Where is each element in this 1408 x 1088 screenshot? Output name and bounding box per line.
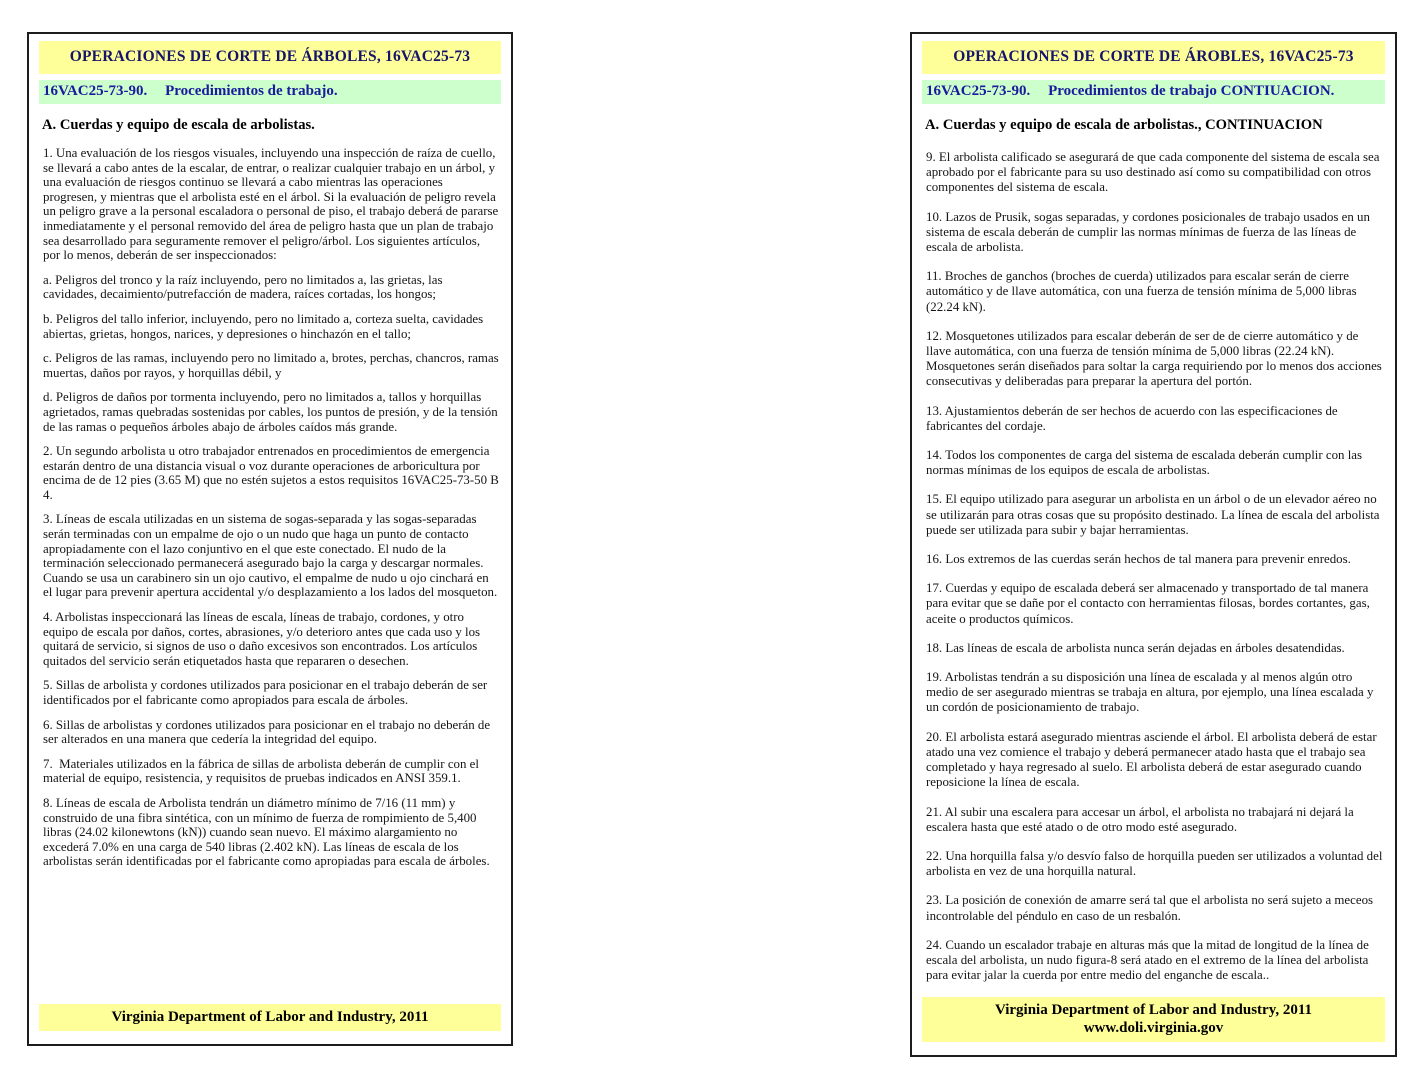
footer-url: www.doli.virginia.gov [1083,1020,1224,1036]
paragraph: 1. Una evaluación de los riesgos visuales, incluyendo una inspección de raíza de cuello, se llevará a cabo antes de la escalar, de entrar, o realizar cualquier trabajo en un árbol, y una evaluación de riesgos continuo se llevará a cabo mientras las operaciones progresen, y mientras que el arbolista esté en el árbol. Si la evaluación de peligro revela un peligro grave a la personal escaladora o personal de piso, el trabajo deberá de pararse inmediatamente y el personal removido del área de peligro hasta que un plan de trabajo sea desarrollado para seguramente remover el peligro/árbol. Los siguientes artículos, por lo menos, deberán de ser inspeccionados: [43,146,499,263]
paragraph: a. Peligros del tronco y la raíz incluyendo, pero no limitados a, las grietas, las cavidades, decaimiento/putrefacción de madera, raíces cortadas, los hongos; [43,272,443,302]
paragraph: 13. Ajustamientos deberán de ser hechos de acuerdo con las especificaciones de fabricantes del cordaje. [926,403,1338,433]
paragraph: c. Peligros de las ramas, incluyendo pero no limitado a, brotes, perchas, chancros, ramas muertas, daños por rayos, y horquillas débil, y [43,351,499,380]
page-footer [39,1004,501,1031]
paragraph: 19. Arbolistas tendrán a su disposición una línea de escalada y al menos algún otro medio de ser asegurado mientras se trabaja en altura, por ejemplo, una línea escalada y un cordón de posicionamiento de trabajo. [926,670,1374,715]
paragraph: 24. Cuando un escalador trabaje en alturas más que la mitad de longitud de la línea de escala del arbolista, un nudo figura-8 será atado en el extremo de la línea del arbolista para evitar jalar la cuerda por entre medio del enganche de escala.. [926,937,1369,983]
paragraph: 16. Los extremos de las cuerdas serán hechos de tal manera para prevenir enredos. [926,552,1351,567]
paragraph: 7. Materiales utilizados en la fábrica de sillas de arbolista deberán de cumplir con el material de equipo, resistencia, y requisitos de pruebas indicados en ANSI 359.1. [43,756,479,786]
section-code: 16VAC25-73-90. [43,83,148,99]
paragraph: 23. La posición de conexión de amarre será tal que el arbolista no será sujeto a meceos incontrolable del péndulo en caso de un resbalón. [926,893,1374,923]
paragraph: 17. Cuerdas y equipo de escalada deberá ser almacenado y transportado de tal manera para evitar que se dañe por el contacto con herramientas filosas, bordes cortantes, gas, aceite o productos químicos. [926,581,1370,626]
paragraph: 2. Un segundo arbolista u otro trabajador entrenados en procedimientos de emergencia estarán dentro de una distancia visual o voz durante operaciones de arboricultura por encima de de 12 pies (3.65 M) que no estén sujetos a estos requisitos 16VAC25-73-50 B 4. [43,444,499,502]
paragraph: 5. Sillas de arbolista y cordones utilizados para posicionar en el trabajo deberán de ser identificados por el fabricante como apropiados para escala de árboles. [43,678,488,707]
subsection-heading: A. Cuerdas y equipo de escala de arbolistas. [42,117,315,133]
paragraph: 21. Al subir una escalera para accesar un árbol, el arbolista no trabajará ni dejará la escalera hasta que esté atado o de otro modo esté asegurado. [926,804,1354,834]
footer-line: Virginia Department of Labor and Industry, 2011 [994,1002,1313,1018]
page-left [27,32,513,1046]
footer-line: Virginia Department of Labor and Industry, 2011 [111,1009,429,1025]
section-heading-bar [922,80,1385,104]
paragraph: d. Peligros de daños por tormenta incluyendo, pero no limitados a, tallos y horquillas agrietados, ramas quebradas sostenidas por cables, los puntos de presión, y de la tensión de las ramas o pequeños árboles abajo de árboles caídos más grande. [43,390,498,434]
paragraph: b. Peligros del tallo inferior, incluyendo, pero no limitado a, corteza suelta, cavidades abiertas, grietas, hongos, narices, y depresiones o hinchazón en el tallo; [43,311,484,341]
paragraph: 12. Mosquetones utilizados para escalar deberán de ser de de cierre automático y de llave automática, con una fuerza de tensión mínima de 5,000 libras (22.24 kN). Mosquetones serán diseñados para soltar la carga requiriendo por lo menos dos acciones consecutivas y deliberadas para preparar la apertura del portón. [926,328,1382,389]
paragraph: 8. Líneas de escala de Arbolista tendrán un diámetro mínimo de 7/16 (11 mm) y construido de una fibra sintética, con un mínimo de fuerza de rompimiento de 5,400 libras (24.02 kilonewtons (kN)) cuando sean nuevo. El máximo alargamiento no excederá 7.0% en una carga de 540 libras (2.402 kN). Las líneas de escala de los arbolistas serán identificadas por el fabricante como apropiadas para escala de árboles. [43,795,490,869]
paragraph: 20. El arbolista estará asegurado mientras asciende el árbol. El arbolista deberá de estar atado una vez comience el trabajo y deberá permanecer atado hasta que el trabajo sea completado y haya regresado al suelo. El arbolista deberá de estar asegurado cuando reposicione la línea de escala. [926,729,1377,790]
paragraph: 11. Broches de ganchos (broches de cuerda) utilizados para escalar serán de cierre automático y de llave automática, con una fuerza de tensión mínima de 5,000 libras (22.24 kN). [926,269,1357,314]
page-title-banner: OPERACIONES DE CORTE DE ÁROBLES, 16VAC25-73 [922,41,1385,74]
subsection-heading: A. Cuerdas y equipo de escala de arbolistas., CONTINUACION [925,117,1323,133]
paragraph: 22. Una horquilla falsa y/o desvío falso de horquilla pueden ser utilizados a voluntad del arbolista en vez de una horquilla natural. [926,848,1383,879]
paragraph: 6. Sillas de arbolistas y cordones utilizados para posicionar en el trabajo no deberán de ser alterados en una manera que cedería la integridad del equipo. [43,717,491,747]
body-paragraphs [43,136,499,869]
paragraph: 9. El arbolista calificado se asegurará de que cada componente del sistema de escala sea aprobado por el fabricante para su uso destinado así como su compatibilidad con otros componentes del sistema de escala. [926,150,1380,195]
section-title: Procedimientos de trabajo CONTIUACION. [1048,83,1335,99]
body-paragraphs [926,136,1383,983]
page-right [910,32,1397,1057]
section-code: 16VAC25-73-90. [926,83,1031,99]
paragraph: 14. Todos los componentes de carga del sistema de escalada deberán cumplir con las normas mínimas de los equipos de escala de arbolistas. [926,448,1363,478]
section-heading-bar [39,80,501,104]
page-title-banner: OPERACIONES DE CORTE DE ÁRBOLES, 16VAC25-73 [39,41,501,74]
paragraph: 3. Líneas de escala utilizadas en un sistema de sogas-separada y las sogas-separadas serán terminadas con un empalme de ojo o un nudo que haga un punto de contacto apropiadamente con el lazo conjuntivo en el que este conectado. El nudo de la terminación seleccionado permanecerá asegurado bajo la carga y descargar normales. Cuando se usa un carabinero sin un ojo cautivo, el empalme de nudo u ojo cinchará en el lugar para prevenir apertura accidental y/o desplazamiento a los lados del mosqueton. [43,512,498,600]
paragraph: 15. El equipo utilizado para asegurar un arbolista en un árbol o de un elevador aéreo no se utilizarán para otras cosas que su propósito destinado. La línea de escala del arbolista puede ser utilizada para subir y bajar herramientas. [926,492,1380,537]
page-footer [922,997,1385,1042]
section-title: Procedimientos de trabajo. [165,83,338,99]
paragraph: 4. Arbolistas inspeccionará las líneas de escala, líneas de trabajo, cordones, y otro equipo de escala por daños, cortes, abrasiones, y/o deterioro antes que cada uso y los quitará de servicio, si signos de uso o daño excesivos son encontrados. Los artículos quitados del servicio serán etiquetados hasta que repararen o desechen. [43,610,481,668]
paragraph: 18. Las líneas de escala de arbolista nunca serán dejadas en árboles desatendidas. [926,640,1345,655]
paragraph: 10. Lazos de Prusik, sogas separadas, y cordones posicionales de trabajo usados en un sistema de escala deberán de cumplir las normas mínimas de fuerza de las líneas de escala de arbolista. [926,209,1370,255]
